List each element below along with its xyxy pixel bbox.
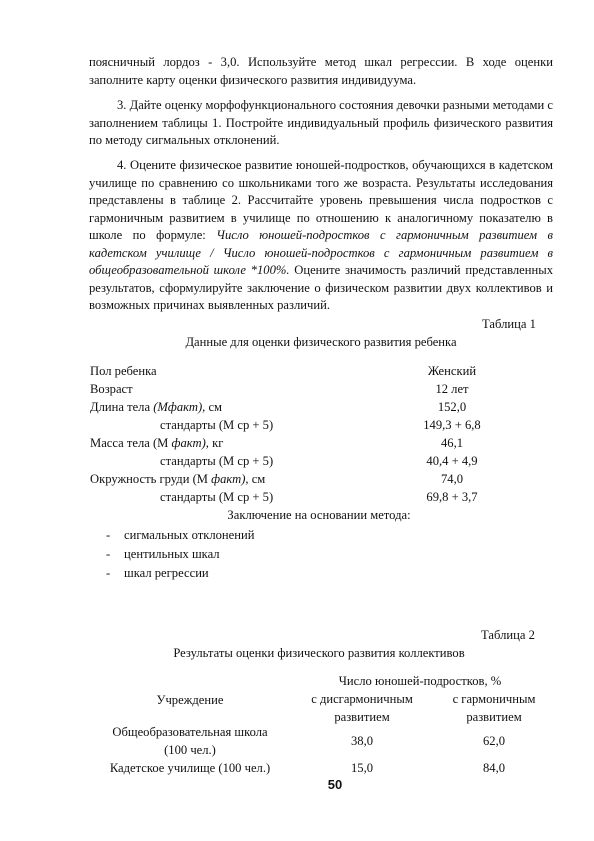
column-header-group: Число юношей-подростков, %	[338, 674, 502, 688]
table-2-label: Таблица 2	[481, 628, 535, 642]
column-header-harmonic: с гармоничным развитием	[452, 692, 536, 724]
column-header-disharmonic: с дисгармоничным развитием	[311, 692, 413, 724]
table-cell-harmonic: 62,0	[482, 734, 506, 748]
list-item: - шкал регрессии	[106, 566, 209, 580]
table-row-label: Возраст	[90, 382, 133, 396]
conclusion-heading: Заключение на основании метода:	[227, 508, 411, 522]
table-row-name: Кадетское училище (100 чел.)	[109, 761, 271, 775]
table-row-name: Общеобразовательная школа (100 чел.)	[112, 725, 268, 757]
task-4-text: 4. Оцените физическое развитие юношей-подростков, обучающихся в кадетском училище по сравнению со школьниками того же возраста. Результаты исследования представлены в таблице 2. Рассчитайте уровень превышения числа подростков с гармоничным развитием в училище по отношению к аналогичному показателю в школе по формуле:	[89, 158, 553, 242]
table-row-label: стандарты (М ср + 5)	[160, 454, 274, 468]
table-row-value: 40,4 + 4,9	[426, 454, 478, 468]
table-row-label: стандарты (М ср + 5)	[160, 418, 274, 432]
task-4-conclusion: Оцените значимость различий представленных результатов, сформулируйте заключение о физическом развитии двух коллективов и возможных причинах выявленных различий.	[89, 263, 553, 312]
formula-text: Число юношей-подростков с гармоничным развитием в кадетском училище / Число юношей-подростков с гармоничным развитием в общеобразовательной школе *100%.	[89, 228, 553, 277]
table-row-label: Пол ребенка	[90, 364, 157, 378]
table-cell-disharmonic: 15,0	[350, 761, 374, 775]
table-row-value: 74,0	[440, 472, 464, 486]
list-item: - сигмальных отклонений	[106, 528, 255, 542]
table-row-value: 46,1	[440, 436, 464, 450]
column-header-institution: Учреждение	[156, 693, 224, 707]
paragraph-task-4	[89, 157, 553, 315]
table-2-title: Результаты оценки физического развития коллективов	[173, 646, 465, 660]
table-row-label: Масса тела (М факт), кг	[90, 436, 224, 450]
table-row-value: Женский	[427, 364, 477, 378]
paragraph-task-3: 3. Дайте оценку морфофункционального состояния девочки разными методами с заполнением таблицы 1. Постройте индивидуальный профиль физического развития по методу сигмальных отклонений.	[89, 98, 553, 147]
table-row-label: Окружность груди (М факт), см	[90, 472, 266, 486]
table-1-title: Данные для оценки физического развития ребенка	[185, 335, 457, 349]
table-cell-harmonic: 84,0	[482, 761, 506, 775]
table-row-value: 149,3 + 6,8	[423, 418, 481, 432]
table-row-value: 152,0	[437, 400, 467, 414]
table-cell-disharmonic: 38,0	[350, 734, 374, 748]
paragraph-1: поясничный лордоз - 3,0. Используйте метод шкал регрессии. В ходе оценки заполните карту оценки физического развития индивидуума.	[89, 55, 553, 87]
table-1-label: Таблица 1	[482, 317, 536, 331]
table-row-label: Длина тела (Мфакт), см	[90, 400, 223, 414]
list-item: - центильных шкал	[106, 547, 220, 561]
table-row-value: 12 лет	[435, 382, 469, 396]
page-number: 50	[327, 777, 343, 792]
table-row-value: 69,8 + 3,7	[426, 490, 478, 504]
table-row-label: стандарты (М ср + 5)	[160, 490, 274, 504]
